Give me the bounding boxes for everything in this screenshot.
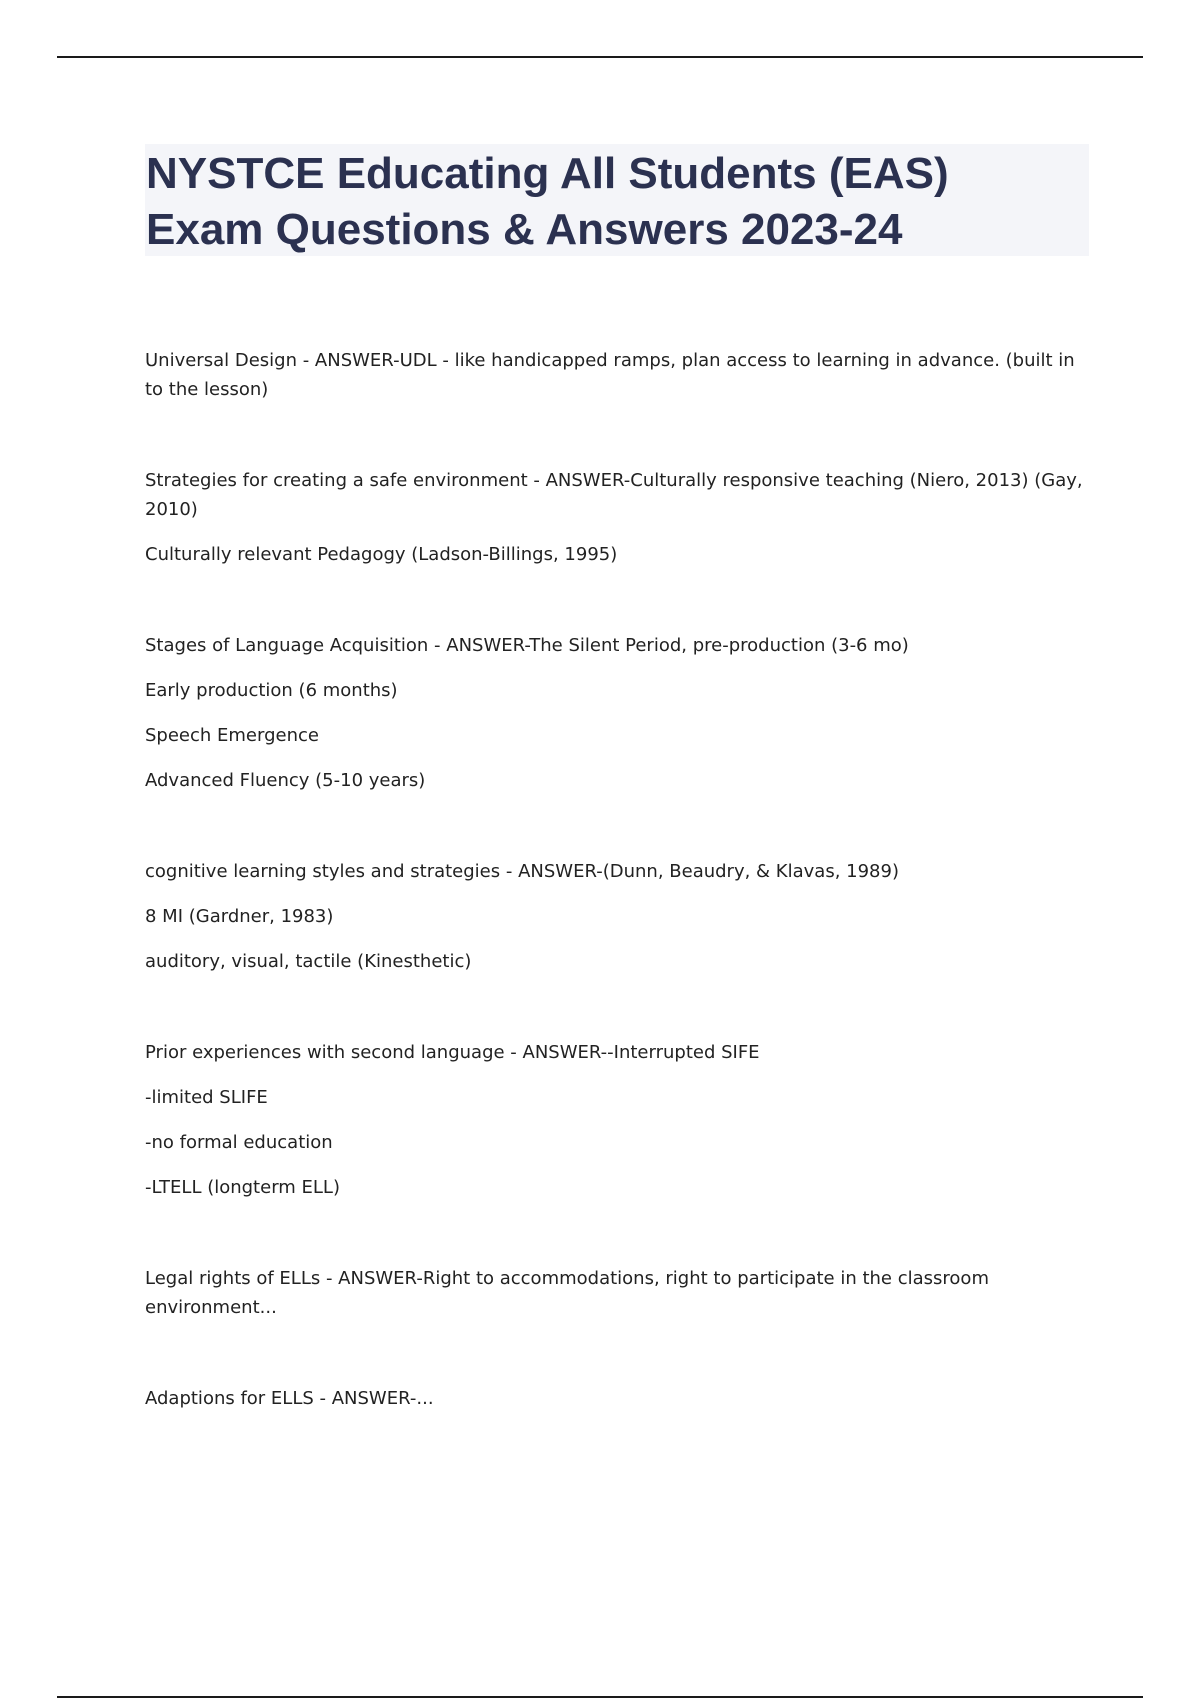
qa-item-safe-environment	[145, 466, 1090, 569]
qa-line: cognitive learning styles and strategies - ANSWER-(Dunn, Beaudry, & Klavas, 1989)	[145, 861, 899, 882]
qa-item-learning-styles	[145, 857, 1090, 976]
qa-line: -no formal education	[145, 1132, 333, 1153]
qa-item-prior-experiences	[145, 1038, 1090, 1202]
qa-line: Early production (6 months)	[145, 680, 398, 701]
qa-item-language-acquisition	[145, 631, 1090, 795]
qa-item-adaptions	[145, 1384, 1090, 1413]
qa-line: Adaptions for ELLS - ANSWER-...	[145, 1388, 434, 1409]
qa-line: Universal Design - ANSWER-UDL - like handicapped ramps, plan access to learning in advance. (built in to the lesson)	[145, 350, 1075, 400]
qa-line: Culturally relevant Pedagogy (Ladson-Billings, 1995)	[145, 544, 618, 565]
title-line-1: NYSTCE Educating All Students (EAS)	[146, 149, 949, 198]
qa-line: 8 MI (Gardner, 1983)	[145, 906, 334, 927]
qa-item-universal-design	[145, 346, 1090, 404]
document-title	[146, 146, 1086, 258]
qa-line: Strategies for creating a safe environment - ANSWER-Culturally responsive teaching (Niero, 2013) (Gay, 2010)	[145, 470, 1083, 520]
qa-line: Prior experiences with second language - ANSWER--Interrupted SIFE	[145, 1042, 760, 1063]
title-line-2: Exam Questions & Answers 2023-24	[146, 205, 903, 254]
qa-line: Advanced Fluency (5-10 years)	[145, 770, 426, 791]
qa-line: Legal rights of ELLs - ANSWER-Right to accommodations, right to participate in the classroom environment...	[145, 1268, 989, 1318]
qa-line: auditory, visual, tactile (Kinesthetic)	[145, 951, 472, 972]
qa-item-legal-rights	[145, 1264, 1090, 1322]
bottom-rule	[57, 1696, 1143, 1698]
qa-line: Speech Emergence	[145, 725, 319, 746]
qa-line: -LTELL (longterm ELL)	[145, 1177, 340, 1198]
qa-list	[145, 346, 1090, 1475]
qa-line: Stages of Language Acquisition - ANSWER-The Silent Period, pre-production (3-6 mo)	[145, 635, 909, 656]
top-rule	[57, 56, 1143, 58]
qa-line: -limited SLIFE	[145, 1087, 268, 1108]
